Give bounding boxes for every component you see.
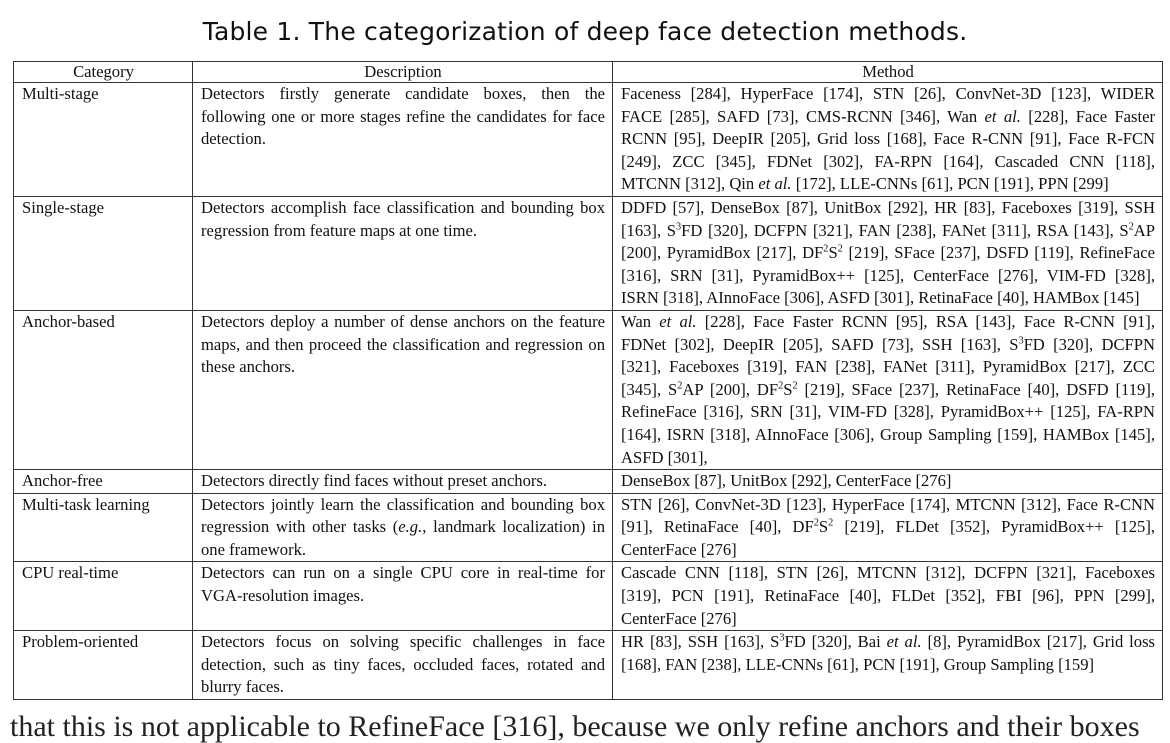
row-methods: HR [83], SSH [163], $S^3FD$ [320], Bai et al. [8], PyramidBox [217], Grid loss [168], FAN [238], LLE-CNNs [61], PCN [191], Group Sampling [159] — [613, 631, 1163, 700]
table-row — [14, 83, 1163, 197]
header-category: Category — [14, 62, 193, 83]
table-row — [14, 631, 1163, 700]
row-category: Multi-task learning — [14, 493, 193, 562]
table-caption: Table 1. The categorization of deep face detection methods. — [202, 17, 968, 46]
trailing-text: that this is not applicable to RefineFace [316], because we only refine anchors and their boxes — [10, 710, 1140, 743]
row-category: Multi-stage — [14, 83, 193, 197]
row-description: Detectors deploy a number of dense anchors on the feature maps, and then proceed the classification and regression on these anchors. — [193, 310, 613, 469]
row-methods: Faceness [284], HyperFace [174], STN [26], ConvNet-3D [123], WIDER FACE [285], SAFD [73], CMS-RCNN [346], Wan et al. [228], Face Faster RCNN [95], DeepIR [205], Grid loss [168], Face R-CNN [91], Face R-FCN [249], ZCC [345], FDNet [302], FA-RPN [164], Cascaded CNN [118], MTCNN [312], Qin et al. [172], LLE-CNNs [61], PCN [191], PPN [299] — [613, 83, 1163, 197]
trailing-body-text — [0, 704, 1170, 743]
row-category: Anchor-free — [14, 470, 193, 494]
header-method: Method — [613, 62, 1163, 83]
table-header-row — [14, 62, 1163, 83]
row-methods: Wan et al. [228], Face Faster RCNN [95], RSA [143], Face R-CNN [91], FDNet [302], DeepIR [205], SAFD [73], SSH [163], $S^3FD$ [320], DCFPN [321], Faceboxes [319], FAN [238], FANet [311], PyramidBox [217], ZCC [345], $S^2AP$ [200], $DF^2S^2$ [219], SFace [237], RetinaFace [40], DSFD [119], RefineFace [316], SRN [31], VIM-FD [328], PyramidBox++ [125], FA-RPN [164], ISRN [318], AInnoFace [306], Group Sampling [159], HAMBox [145], ASFD [301], — [613, 310, 1163, 469]
row-methods: STN [26], ConvNet-3D [123], HyperFace [174], MTCNN [312], Face R-CNN [91], RetinaFace [40], $DF^2S^2$ [219], FLDet [352], PyramidBox++ [125], CenterFace [276] — [613, 493, 1163, 562]
row-description: Detectors accomplish face classification and bounding box regression from feature maps at one time. — [193, 196, 613, 310]
row-category: Anchor-based — [14, 310, 193, 469]
row-description: Detectors jointly learn the classification and bounding box regression with other tasks (e.g., landmark localization) in one framework. — [193, 493, 613, 562]
row-description: Detectors can run on a single CPU core in real-time for VGA-resolution images. — [193, 562, 613, 631]
categorization-table — [13, 61, 1163, 700]
row-description: Detectors directly find faces without preset anchors. — [193, 470, 613, 494]
table-row — [14, 310, 1163, 469]
row-description: Detectors focus on solving specific challenges in face detection, such as tiny faces, occluded faces, rotated and blurry faces. — [193, 631, 613, 700]
row-methods: DDFD [57], DenseBox [87], UnitBox [292], HR [83], Faceboxes [319], SSH [163], $S^3FD$ [320], DCFPN [321], FAN [238], FANet [311], RSA [143], $S^2AP$ [200], PyramidBox [217], $DF^2S^2$ [219], SFace [237], DSFD [119], RefineFace [316], SRN [31], PyramidBox++ [125], CenterFace [276], VIM-FD [328], ISRN [318], AInnoFace [306], ASFD [301], RetinaFace [40], HAMBox [145] — [613, 196, 1163, 310]
table-row — [14, 470, 1163, 494]
header-description: Description — [193, 62, 613, 83]
row-description: Detectors firstly generate candidate boxes, then the following one or more stages refine the candidates for face detection. — [193, 83, 613, 197]
row-category: Single-stage — [14, 196, 193, 310]
row-methods: Cascade CNN [118], STN [26], MTCNN [312], DCFPN [321], Faceboxes [319], PCN [191], RetinaFace [40], FLDet [352], FBI [96], PPN [299], CenterFace [276] — [613, 562, 1163, 631]
table-row — [14, 196, 1163, 310]
table-row — [14, 493, 1163, 562]
table-row — [14, 562, 1163, 631]
row-category: Problem-oriented — [14, 631, 193, 700]
row-category: CPU real-time — [14, 562, 193, 631]
row-methods: DenseBox [87], UnitBox [292], CenterFace [276] — [613, 470, 1163, 494]
